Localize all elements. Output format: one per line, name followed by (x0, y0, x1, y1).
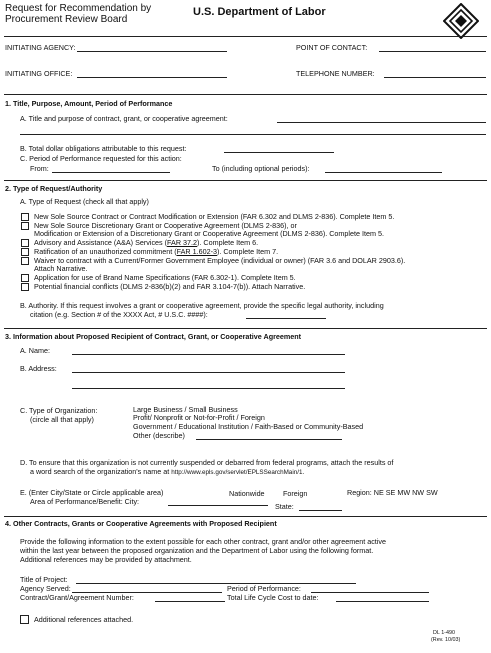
recipient-address-field-line2[interactable] (72, 388, 345, 389)
title-purpose-field-line2[interactable] (20, 134, 486, 135)
initiating-agency-field[interactable] (77, 51, 227, 52)
section4-instructions-line2: within the last year between the proposed organization and the Department of Labor using the following format. (20, 546, 374, 555)
section2-b-label: B. Authority. If this request involves a grant or cooperative agreement, provide the specific legal authority, including (20, 301, 384, 310)
org-type-circle-label: (circle all that apply) (30, 415, 94, 424)
sole-source-contract-label: New Sole Source Contract or Contract Modification or Extension (FAR 6.302 and DLMS 2-836). Complete Item 5. (34, 212, 395, 221)
period-from-label: From: (30, 164, 49, 173)
section1-b-label: B. Total dollar obligations attributable to this request: (20, 144, 187, 153)
initiating-office-label: INITIATING OFFICE: (5, 69, 73, 78)
title-purpose-field[interactable] (277, 122, 486, 123)
initiating-agency-label: INITIATING AGENCY: (5, 43, 76, 52)
section4-instructions-line1: Provide the following information to the extent possible for each other contract, grant and/or other agreement active (20, 537, 386, 546)
point-of-contact-label: POINT OF CONTACT: (296, 43, 368, 52)
org-type-label: C. Type of Organization: (20, 406, 98, 415)
sole-source-grant-checkbox[interactable] (21, 222, 29, 230)
contract-number-label: Contract/Grant/Agreement Number: (20, 593, 134, 602)
area-city-label: Area of Performance/Benefit: City: (30, 497, 140, 506)
sole-source-contract-checkbox[interactable] (21, 213, 29, 221)
org-option-business[interactable]: Large Business / Small Business (133, 405, 238, 414)
area-option-nationwide[interactable]: Nationwide (229, 489, 265, 498)
org-option-government[interactable]: Government / Educational Institution / Faith-Based or Community-Based (133, 422, 364, 431)
contract-number-field[interactable] (155, 601, 225, 602)
section1-c-label: C. Period of Performance requested for this action: (20, 154, 182, 163)
section2-a-label: A. Type of Request (check all that apply) (20, 197, 149, 206)
employee-waiver-checkbox[interactable] (21, 257, 29, 265)
legal-authority-field[interactable] (246, 318, 326, 319)
recipient-address-label: B. Address: (20, 364, 57, 373)
far-1-602-3-link[interactable]: FAR 1.602-3 (176, 247, 217, 256)
brand-name-label: Application for use of Brand Name Specifications (FAR 6.302-1). Complete Item 5. (34, 273, 296, 282)
life-cycle-cost-field[interactable] (336, 601, 429, 602)
section2-b-citation-label: citation (e.g. Section # of the XXXX Act, # U.S.C. ####): (30, 310, 208, 319)
area-instructions-label: E. (Enter City/State or Circle applicable area) (20, 488, 164, 497)
additional-references-label: Additional references attached. (34, 615, 134, 624)
period-of-performance-field[interactable] (311, 592, 429, 593)
advisory-assistance-label: Advisory and Assistance (A&A) Services (FAR 37.2). Complete Item 6. (34, 238, 259, 247)
financial-conflicts-label: Potential financial conflicts (DLMS 2-836(b)(2) and FAR 3.104-7(b)). Attach Narrative. (34, 282, 306, 291)
dollar-obligations-field[interactable] (224, 152, 334, 153)
area-option-foreign[interactable]: Foreign (283, 489, 308, 498)
area-city-field[interactable] (168, 505, 268, 506)
form-number: DL 1-490 (433, 630, 455, 636)
form-revision: (Rev. 10/03) (431, 637, 461, 643)
telephone-number-label: TELEPHONE NUMBER: (296, 69, 375, 78)
telephone-number-field[interactable] (384, 77, 486, 78)
org-other-field[interactable] (196, 439, 342, 440)
period-to-field[interactable] (325, 172, 442, 173)
period-to-label: To (including optional periods): (212, 164, 310, 173)
form-title-line1: Request for Recommendation by (5, 3, 152, 14)
section4-instructions-line3: Additional references may be provided by attachment. (20, 555, 192, 564)
section1-heading: 1. Title, Purpose, Amount, Period of Performance (5, 99, 173, 108)
recipient-name-field[interactable] (72, 354, 345, 355)
debarment-search-label: a word search of the organization's name at http://www.epls.gov/servlet/EPLSSearchMain/1. (30, 467, 305, 476)
brand-name-checkbox[interactable] (21, 274, 29, 282)
sole-source-grant-label: New Sole Source Discretionary Grant or Cooperative Agreement (DLMS 2-836), or (34, 221, 297, 230)
debarment-check-label: D. To ensure that this organization is not currently suspended or debarred from federal programs, attach the results of (20, 458, 394, 467)
section4-heading: 4. Other Contracts, Grants or Cooperative Agreements with Proposed Recipient (5, 519, 277, 528)
employee-waiver-label: Waiver to contract with a Current/Former Government Employee (individual or owner) (FAR 3.6 and DOLAR 2903.6). (34, 256, 406, 265)
period-of-performance-label: Period of Performance: (227, 584, 301, 593)
dol-logo-icon (443, 3, 479, 39)
department-name: U.S. Department of Labor (193, 6, 326, 18)
area-option-region[interactable]: Region: NE SE MW NW SW (347, 488, 438, 497)
financial-conflicts-checkbox[interactable] (21, 283, 29, 291)
area-state-field[interactable] (299, 510, 342, 511)
recipient-name-label: A. Name: (20, 346, 50, 355)
section3-heading: 3. Information about Proposed Recipient of Contract, Grant, or Cooperative Agreement (5, 332, 302, 341)
ratification-label: Ratification of an unauthorized commitment (FAR 1.602-3). Complete Item 7. (34, 247, 279, 256)
period-from-field[interactable] (52, 172, 170, 173)
org-option-profit[interactable]: Profit/ Nonprofit or Not-for-Profit / Foreign (133, 413, 265, 422)
advisory-assistance-checkbox[interactable] (21, 239, 29, 247)
additional-references-checkbox[interactable] (20, 615, 29, 624)
life-cycle-cost-label: Total Life Cycle Cost to date: (227, 593, 319, 602)
epls-search-link[interactable]: http://www.epls.gov/servlet/EPLSSearchMain/1. (171, 469, 305, 476)
far-37-2-link[interactable]: FAR 37.2 (167, 238, 197, 247)
grant-modification-label: Modification or Extension of a Discretionary Grant or Cooperative Agreement (DLMS 2-836). Complete Item 5. (34, 229, 384, 238)
org-option-other[interactable]: Other (describe) (133, 431, 185, 440)
form-title-line2: Procurement Review Board (5, 14, 128, 25)
project-title-field[interactable] (76, 583, 356, 584)
section2-heading: 2. Type of Request/Authority (5, 184, 103, 193)
employee-waiver-narrative-label: Attach Narrative. (34, 264, 88, 273)
project-title-label: Title of Project: (20, 575, 68, 584)
point-of-contact-field[interactable] (379, 51, 486, 52)
section1-a-label: A. Title and purpose of contract, grant, or cooperative agreement: (20, 114, 228, 123)
area-state-label: State: (275, 502, 294, 511)
recipient-address-field[interactable] (72, 372, 345, 373)
ratification-checkbox[interactable] (21, 248, 29, 256)
agency-served-label: Agency Served: (20, 584, 71, 593)
initiating-office-field[interactable] (77, 77, 227, 78)
